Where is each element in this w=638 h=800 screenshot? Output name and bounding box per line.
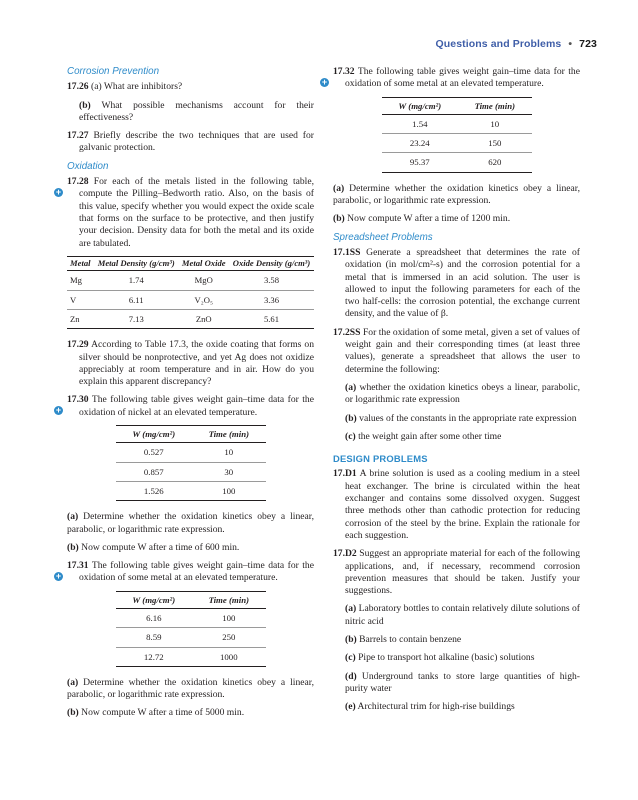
problem-17-2ss (333, 327, 580, 376)
table-cell: 6.16 (116, 609, 193, 628)
table-row (382, 134, 532, 153)
metal-density-table (67, 256, 314, 329)
online-resource-icon: + (55, 187, 62, 198)
table-header: Metal Oxide (178, 256, 229, 271)
table-cell: 6.11 (94, 290, 178, 309)
table-cell: 95.37 (382, 153, 459, 172)
table-cell: 150 (458, 134, 531, 153)
table-cell: 250 (192, 628, 265, 647)
table-cell: 1.526 (116, 481, 193, 500)
table-cell: 23.24 (382, 134, 459, 153)
table-row (382, 153, 532, 172)
table-cell: 1.74 (94, 271, 178, 290)
problem-number: 17.32 (333, 66, 355, 77)
part-text: Now compute W after a time of 1200 min. (347, 213, 511, 225)
table-cell: Zn (67, 309, 94, 328)
problem-17-2ss-part-a (333, 382, 580, 407)
online-resource-icon: + (321, 77, 328, 87)
table-row (116, 462, 266, 481)
table-header: Time (min) (192, 591, 265, 608)
table-cell: 1000 (192, 647, 265, 666)
part-label: (e) (345, 701, 356, 713)
table-row (116, 481, 266, 500)
problem-number: 17.D2 (333, 548, 357, 560)
problem-number: 17.28 (67, 176, 89, 188)
table-header: Time (min) (192, 426, 265, 443)
problem-17-29 (67, 339, 314, 388)
problem-17-d2-part-c (333, 652, 580, 664)
part-text: What possible mechanisms account for their effectiveness? (79, 99, 314, 123)
problem-17-d2 (333, 548, 580, 597)
problem-text: The following table gives weight gain–time data for the oxidation of nickel at an elevated temperature. (79, 394, 314, 418)
problem-number: 17.1SS (333, 246, 361, 258)
problem-number: 17.27 (67, 130, 89, 142)
table-header: W (mg/cm²) (382, 97, 459, 114)
problem-number: 17.26 (67, 81, 89, 93)
table-cell: 30 (192, 462, 265, 481)
part-label: (d) (345, 670, 357, 682)
part-text: Now compute W after a time of 5000 min. (81, 707, 245, 719)
table-cell: 3.36 (229, 290, 314, 309)
table-cell: 0.857 (116, 462, 193, 481)
table-cell: V (67, 290, 94, 309)
part-label: (b) (333, 213, 345, 225)
part-label: (b) (67, 541, 79, 553)
running-head-title: Questions and Problems (435, 38, 562, 50)
problem-17-30-part-a (67, 511, 314, 536)
problem-number: 17.2SS (333, 326, 361, 338)
table-row (116, 443, 266, 462)
part-label: (b) (345, 633, 357, 645)
part-label: (a) (345, 381, 357, 393)
table-row (67, 309, 314, 328)
problem-17-31-part-a (67, 677, 314, 702)
table-cell: 10 (192, 443, 265, 462)
part-label: (a) (67, 511, 79, 523)
weight-gain-table-17-31 (116, 591, 266, 667)
table-cell: 7.13 (94, 309, 178, 328)
part-text: Laboratory bottles to contain relatively dilute solutions of nitric acid (345, 603, 580, 627)
problem-17-30-part-b (67, 542, 314, 554)
table-cell: 0.527 (116, 443, 193, 462)
part-text: the weight gain after some other time (358, 430, 502, 442)
table-row (67, 271, 314, 290)
part-label: (b) (67, 707, 79, 719)
table-header: Metal Density (g/cm³) (94, 256, 178, 271)
table-row (67, 290, 314, 309)
problem-number: 17.30 (67, 394, 89, 406)
table-cell: 10 (458, 114, 531, 133)
table-cell: 620 (458, 153, 531, 172)
online-resource-icon: + (55, 571, 62, 582)
section-heading-oxidation: Oxidation (67, 160, 109, 172)
problem-number: 17.D1 (333, 468, 357, 480)
problem-part-a: (a) What are inhibitors? (91, 81, 183, 93)
problem-text: The following table gives weight gain–time data for the oxidation of some metal at an elevated temperature. (345, 66, 580, 90)
problem-17-32-part-b (333, 213, 580, 225)
problem-text: The following table gives weight gain–time data for the oxidation of some metal at an elevated temperature. (79, 560, 314, 584)
problem-text: According to Table 17.3, the oxide coating that forms on silver should be nonprotective, and yet Ag does not oxidize appreciably at room temperature and in air. How do you explain this apparent discrepancy? (79, 339, 315, 388)
problem-17-32-part-a (333, 183, 580, 208)
problem-17-2ss-part-b (333, 413, 580, 425)
table-cell: MgO (178, 271, 229, 290)
part-label: (c) (345, 652, 356, 664)
table-header: W (mg/cm²) (116, 426, 193, 443)
part-text: Now compute W after a time of 600 min. (81, 541, 240, 553)
problem-17-1ss (333, 247, 580, 321)
table-header: Metal (67, 256, 94, 271)
part-label: (a) (67, 676, 79, 688)
running-head (435, 38, 597, 50)
table-row (116, 647, 266, 666)
problem-text: Briefly describe the two techniques that are used for galvanic protection. (79, 130, 314, 154)
part-label: (c) (345, 430, 356, 442)
part-text: Determine whether the oxidation kinetics obey a linear, parabolic, or logarithmic rate expression. (67, 511, 314, 535)
table-cell: 3.58 (229, 271, 314, 290)
weight-gain-table-17-30 (116, 425, 266, 501)
problem-text: A brine solution is used as a cooling medium in a steel heat exchanger. The brine is circulated within the heat exchanger and contains some dissolved oxygen. Suggest three methods other than cathodic protection for reducing corrosion of the steel by the brine. Explain the rationale for each suggestion. (345, 468, 580, 541)
table-row (116, 609, 266, 628)
problem-text: Generate a spreadsheet that determines the rate of oxidation (in mol/cm²-s) and the corrosion potential for a metal that is immersed in an acid solution. The user is allowed to input the following parameters for each of the two half-cells: the corrosion potential, the exchange current density, and the value of β. (345, 246, 580, 320)
problem-17-d2-part-b (333, 634, 580, 646)
table-header: W (mg/cm²) (116, 591, 193, 608)
problem-17-31-part-b (67, 707, 314, 719)
table-header: Oxide Density (g/cm³) (229, 256, 314, 271)
problem-17-d2-part-a (333, 603, 580, 628)
problem-17-d2-part-e (333, 701, 580, 713)
problem-17-d1 (333, 468, 580, 542)
problem-17-d2-part-d (333, 671, 580, 696)
problem-text: For the oxidation of some metal, given a set of values of weight gain and their corresponding times (at least three values), generate a spreadsheet that allows the user to determine the following: (345, 326, 580, 375)
part-text: Determine whether the oxidation kinetics obey a linear, parabolic, or logarithmic rate expression. (67, 676, 314, 701)
problem-17-32 (321, 66, 580, 91)
problem-text: Suggest an appropriate material for each of the following applications, and, if necessary, recommend corrosion prevention measures that should be taken. Justify your suggestions. (345, 548, 581, 597)
problem-number: 17.31 (67, 560, 89, 572)
part-text: Barrels to contain benzene (359, 633, 462, 645)
part-label: (a) (333, 182, 345, 194)
table-header: Time (min) (458, 97, 531, 114)
problem-17-2ss-part-c (333, 431, 580, 443)
table-cell: 12.72 (116, 647, 193, 666)
table-cell: Mg (67, 271, 94, 290)
section-heading-design-problems: DESIGN PROBLEMS (333, 453, 428, 465)
problem-17-26 (67, 81, 314, 93)
problem-number: 17.29 (67, 339, 89, 351)
problem-17-31 (55, 560, 314, 585)
section-heading-corrosion-prevention: Corrosion Prevention (67, 66, 160, 77)
part-text: Determine whether the oxidation kinetics obey a linear, parabolic, or logarithmic rate expression. (333, 182, 580, 207)
part-label: (b) (79, 99, 91, 111)
weight-gain-table-17-32 (382, 97, 532, 173)
online-resource-icon: + (55, 405, 62, 416)
right-column (321, 66, 581, 719)
page-number: 723 (579, 38, 597, 50)
part-label: (a) (345, 603, 357, 615)
part-text: whether the oxidation kinetics obeys a linear, parabolic, or logarithmic rate expression (345, 381, 580, 406)
part-text: Pipe to transport hot alkaline (basic) solutions (358, 652, 535, 664)
table-cell: 1.54 (382, 114, 459, 133)
table-cell: 100 (192, 609, 265, 628)
problem-text: For each of the metals listed in the following table, compute the Pilling–Bedworth ratio. Also, on the basis of this value, specify whether you would expect the oxide scale that forms on the surface to be protective, and then justify your decision. Density data for both the metal and its oxide are tabulated. (79, 176, 315, 249)
table-cell: 100 (192, 481, 265, 500)
problem-17-28 (55, 176, 315, 250)
running-head-separator: • (568, 38, 573, 50)
part-label: (b) (345, 412, 357, 424)
part-text: Architectural trim for high-rise buildings (357, 701, 515, 713)
table-cell: ZnO (178, 309, 229, 328)
problem-17-27 (67, 130, 314, 155)
table-row (382, 114, 532, 133)
part-text: values of the constants in the appropriate rate expression (359, 412, 577, 424)
left-column (55, 66, 315, 726)
table-cell: V₂O₅ (178, 290, 229, 309)
problem-17-30 (55, 394, 314, 419)
table-cell: 5.61 (229, 309, 314, 328)
table-cell: 8.59 (116, 628, 193, 647)
part-text: Underground tanks to store large quantities of high-purity water (345, 670, 580, 694)
table-row (116, 628, 266, 647)
section-heading-spreadsheet-problems: Spreadsheet Problems (333, 231, 433, 243)
problem-17-26-part-b (67, 100, 314, 125)
